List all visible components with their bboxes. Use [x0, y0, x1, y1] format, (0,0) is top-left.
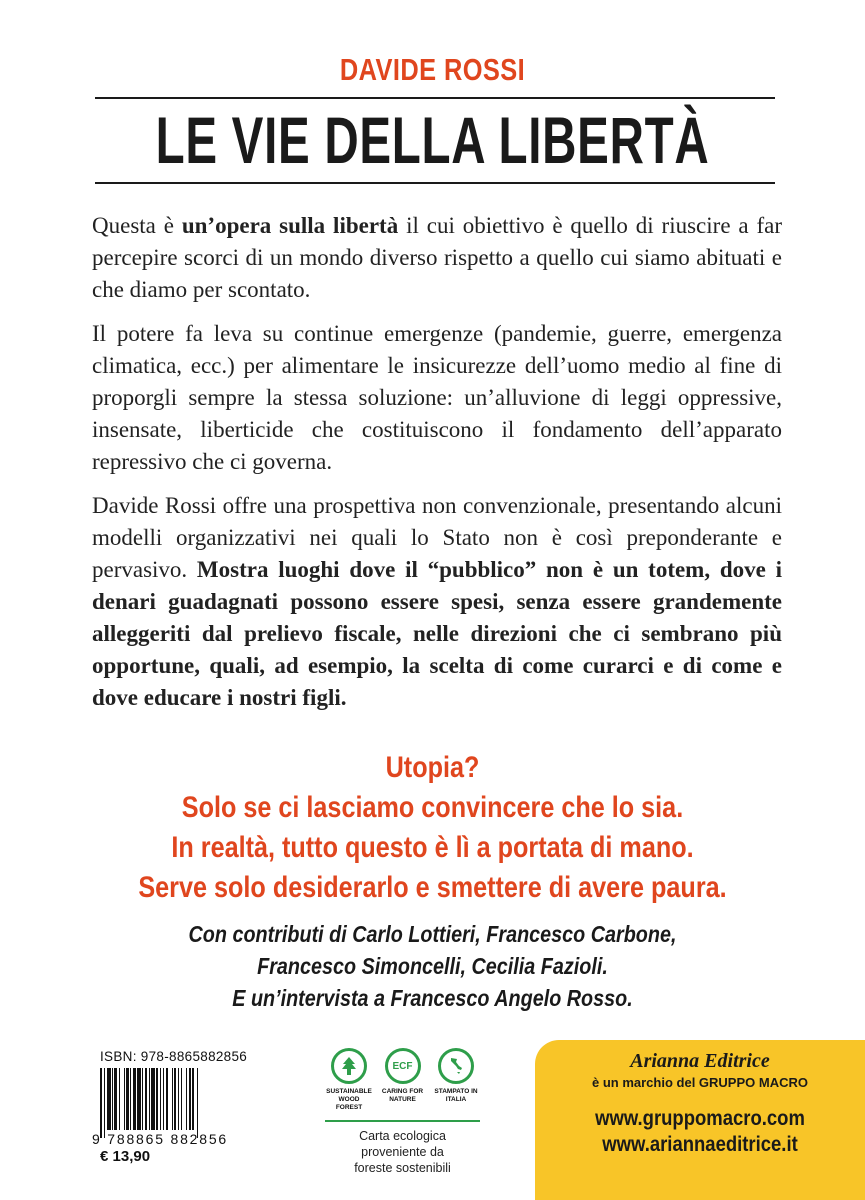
- publisher-name: Arianna Editrice: [630, 1050, 770, 1072]
- barcode-digits: 9 788865 882856: [92, 1131, 228, 1147]
- publisher-url[interactable]: www.ariannaeditrice.it: [602, 1133, 798, 1156]
- contributors: [0, 918, 865, 1014]
- callout: [0, 748, 865, 908]
- eco-text: Carta ecologica proveniente da foreste sostenibili: [354, 1128, 451, 1175]
- author-name: DAVIDE ROSSI: [339, 52, 526, 87]
- isbn-label: ISBN: 978-8865882856: [100, 1049, 248, 1064]
- callout-line: Serve solo desiderarlo e smettere di avere paura.: [138, 871, 727, 904]
- eco-badge: STAMPATO IN ITALIA: [432, 1048, 480, 1112]
- price: € 13,90: [100, 1148, 151, 1165]
- contributors-line: Con contributi di Carlo Lottieri, Francesco Carbone,: [188, 921, 677, 947]
- ecf-icon: ECF: [385, 1048, 421, 1084]
- publisher-panel: [535, 1040, 865, 1200]
- publisher-url[interactable]: www.gruppomacro.com: [595, 1107, 805, 1130]
- contributors-line: Francesco Simoncelli, Cecilia Fazioli.: [257, 953, 608, 979]
- eco-badge: SUSTAINABLE WOOD FOREST: [325, 1048, 373, 1112]
- tree-icon: [331, 1048, 367, 1084]
- paragraph-1: Questa è un’opera sulla libertà il cui obiettivo è quello di riuscire a far percepire scorci di un mondo diverso rispetto a quello cui siamo abituati e che diamo per scontato.: [92, 213, 783, 302]
- contributors-line: E un’intervista a Francesco Angelo Rosso.: [232, 985, 633, 1011]
- bold-passage: Mostra luoghi dove il “pubblico” non è un totem, dove i denari guadagnati possono essere spesi, senza essere grandemente alleggeriti dal prelievo fiscale, nelle direzioni che ci sembrano più opportune, quali, ad esempio, la scelta di come curarci e di come e dove educare i nostri figli.: [92, 557, 782, 710]
- callout-line: Utopia?: [385, 751, 480, 784]
- eco-block: [325, 1048, 480, 1176]
- title-rule-top: [95, 97, 775, 99]
- bold-phrase: un’opera sulla libertà: [181, 213, 399, 238]
- blurb: [92, 210, 782, 726]
- callout-line: In realtà, tutto questo è lì a portata di mano.: [171, 831, 694, 864]
- barcode-icon: [100, 1068, 275, 1130]
- title-rule-bottom: [95, 182, 775, 184]
- book-title: LE VIE DELLA LIBERTÀ: [155, 103, 710, 177]
- paragraph-2: Il potere fa leva su continue emergenze (pandemie, guerre, emergenza climatica, ecc.) per alimentare le insicurezze dell’uomo medio al fine di proporgli sempre la stessa soluzione: un’alluvione di leggi oppressive, insensate, liberticide che costituiscono il fondamento dell’apparato repressivo che ci governa.: [92, 321, 782, 474]
- italy-map-icon: [438, 1048, 474, 1084]
- paragraph-3: Davide Rossi offre una prospettiva non convenzionale, presentando alcuni modelli organizzativi nei quali lo Stato non è così preponderante e pervasivo. Mostra luoghi dove il “pubblico” non è un totem, dove i denari guadagnati possono essere spesi, senza essere grandemente alleggeriti dal prelievo fiscale, nelle direzioni che ci sembrano più opportune, quali, ad esempio, la scelta di come curarci e di come e dove educare i nostri figli.: [92, 493, 782, 710]
- callout-line: Solo se ci lasciamo convincere che lo sia.: [181, 791, 684, 824]
- eco-badge: ECF CARING FOR NATURE: [379, 1048, 427, 1112]
- publisher-tagline: è un marchio del GRUPPO MACRO: [592, 1075, 808, 1090]
- barcode-block: [92, 1049, 275, 1165]
- eco-divider: [325, 1120, 480, 1122]
